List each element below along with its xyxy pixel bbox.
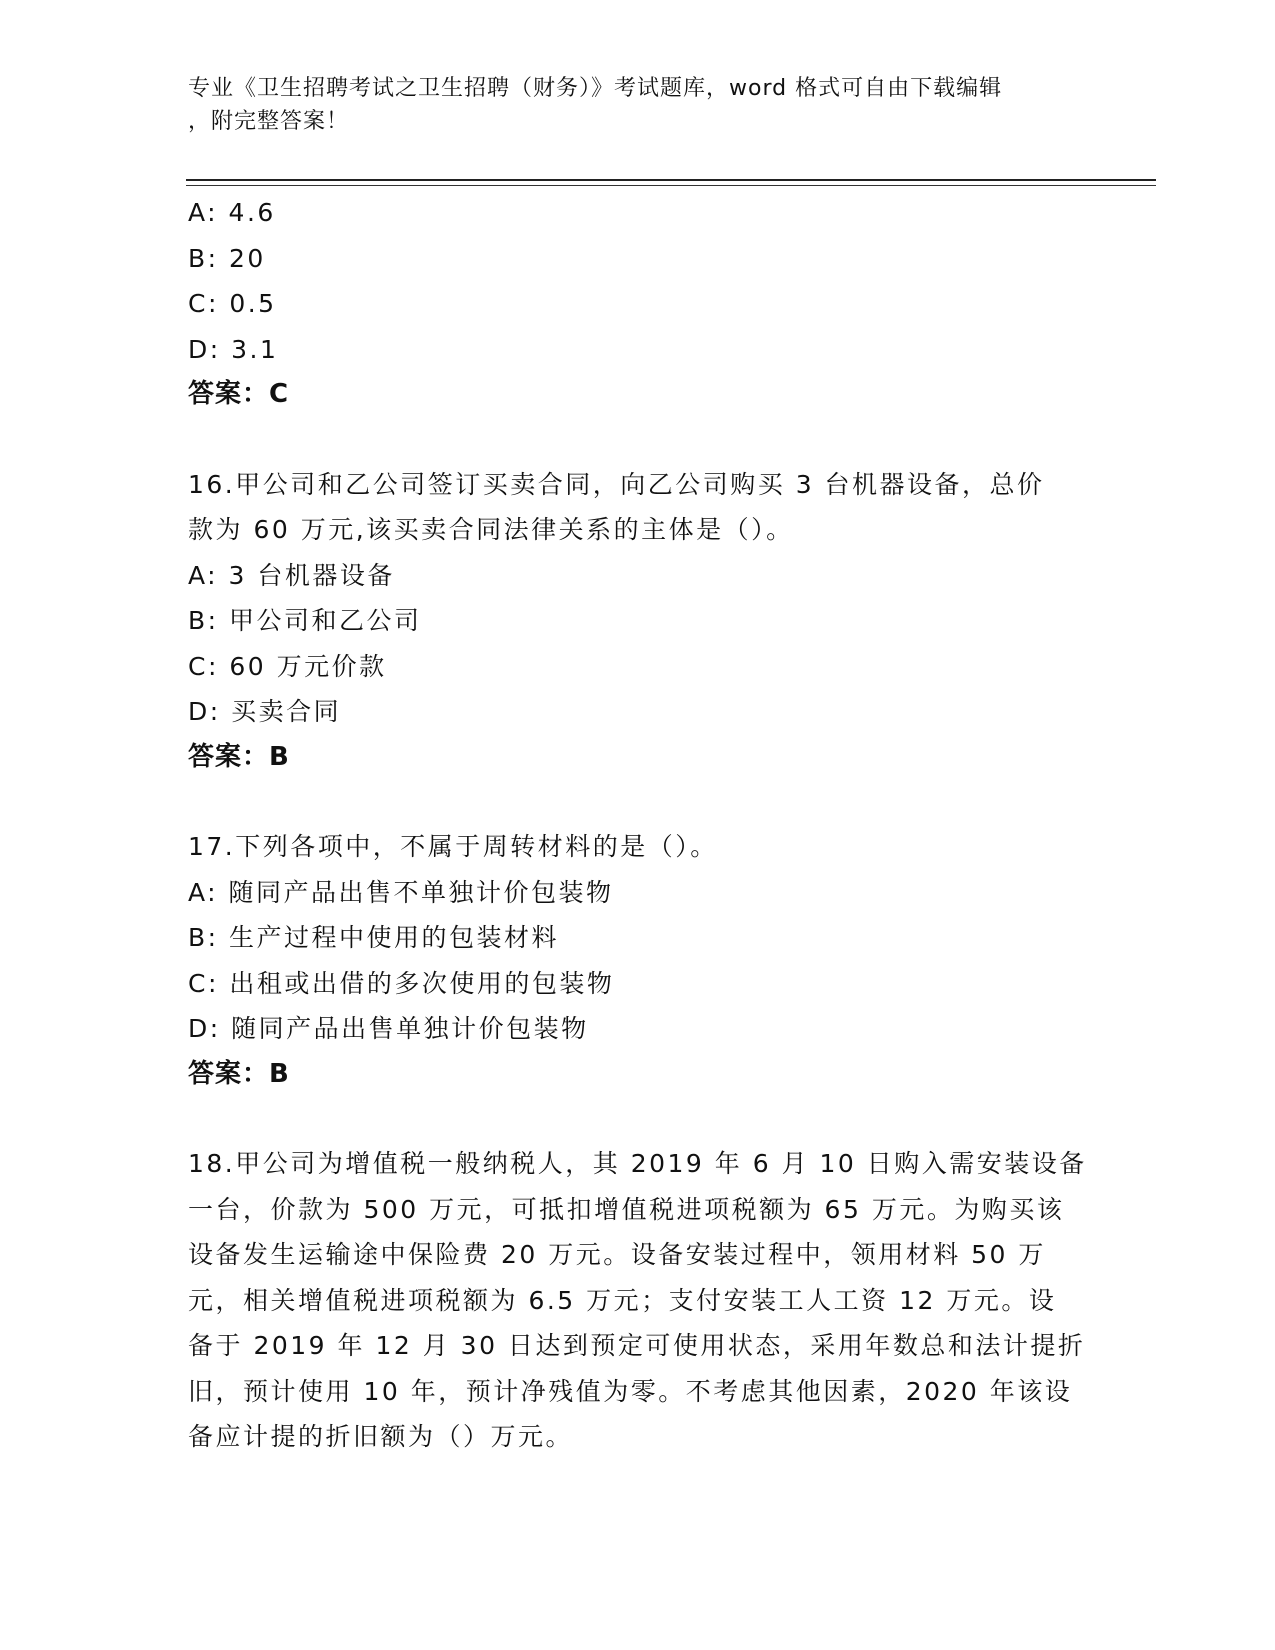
spacer bbox=[188, 780, 1088, 824]
spacer bbox=[188, 418, 1088, 462]
question-stem-line: 17.下列各项中，不属于周转材料的是（）。 bbox=[188, 832, 718, 861]
question-list bbox=[188, 190, 1088, 1460]
question-18 bbox=[188, 1141, 1088, 1460]
question-stem-line: 18.甲公司为增值税一般纳税人，其 2019 年 6 月 10 日购入需安装设备 bbox=[188, 1149, 1087, 1178]
option-c: C: 0.5 bbox=[188, 289, 277, 318]
option-c: C: 60 万元价款 bbox=[188, 651, 387, 681]
question-stem-line: 备于 2019 年 12 月 30 日达到预定可使用状态，采用年数总和法计提折 bbox=[188, 1331, 1086, 1360]
answer: 答案：C bbox=[188, 379, 290, 409]
option-a: A: 4.6 bbox=[188, 198, 276, 227]
answer: 答案：B bbox=[188, 1058, 290, 1089]
option-b: B: 生产过程中使用的包装材料 bbox=[188, 923, 560, 952]
option-a: A: 随同产品出售不单独计价包装物 bbox=[188, 877, 614, 907]
question-stem-line: 16.甲公司和乙公司签订买卖合同，向乙公司购买 3 台机器设备，总价 bbox=[188, 469, 1045, 499]
option-a: A: 3 台机器设备 bbox=[188, 560, 395, 590]
option-b: B: 20 bbox=[188, 243, 266, 273]
question-stem-line: 设备发生运输途中保险费 20 万元。设备安装过程中，领用材料 50 万 bbox=[188, 1240, 1046, 1269]
question-stem-line: 旧，预计使用 10 年，预计净残值为零。不考虑其他因素，2020 年该设 bbox=[188, 1376, 1073, 1406]
header-divider-thick bbox=[186, 179, 1156, 181]
header-divider-thin bbox=[186, 185, 1156, 186]
option-d: D: 3.1 bbox=[188, 334, 279, 364]
question-stem-line: 一台，价款为 500 万元，可抵扣增值税进项税额为 65 万元。为购买该 bbox=[188, 1194, 1065, 1224]
question-17 bbox=[188, 824, 1088, 1097]
option-b: B: 甲公司和乙公司 bbox=[188, 606, 422, 635]
option-d: D: 买卖合同 bbox=[188, 697, 342, 726]
option-d: D: 随同产品出售单独计价包装物 bbox=[188, 1014, 589, 1043]
option-c: C: 出租或出借的多次使用的包装物 bbox=[188, 968, 615, 998]
document-header bbox=[188, 72, 1068, 138]
answer: 答案：B bbox=[188, 741, 290, 772]
spacer bbox=[188, 1097, 1088, 1141]
header-line-1: 专业《卫生招聘考试之卫生招聘（财务）》考试题库，word 格式可自由下载编辑 bbox=[188, 76, 1003, 101]
question-stem-line: 元，相关增值税进项税额为 6.5 万元；支付安装工人工资 12 万元。设 bbox=[188, 1285, 1057, 1315]
header-line-2: ，附完整答案！ bbox=[188, 109, 350, 134]
question-stem-line: 备应计提的折旧额为（）万元。 bbox=[188, 1422, 574, 1451]
question-stem-line: 款为 60 万元,该买卖合同法律关系的主体是（）。 bbox=[188, 515, 794, 544]
question-15 bbox=[188, 190, 1088, 418]
question-16 bbox=[188, 462, 1088, 781]
